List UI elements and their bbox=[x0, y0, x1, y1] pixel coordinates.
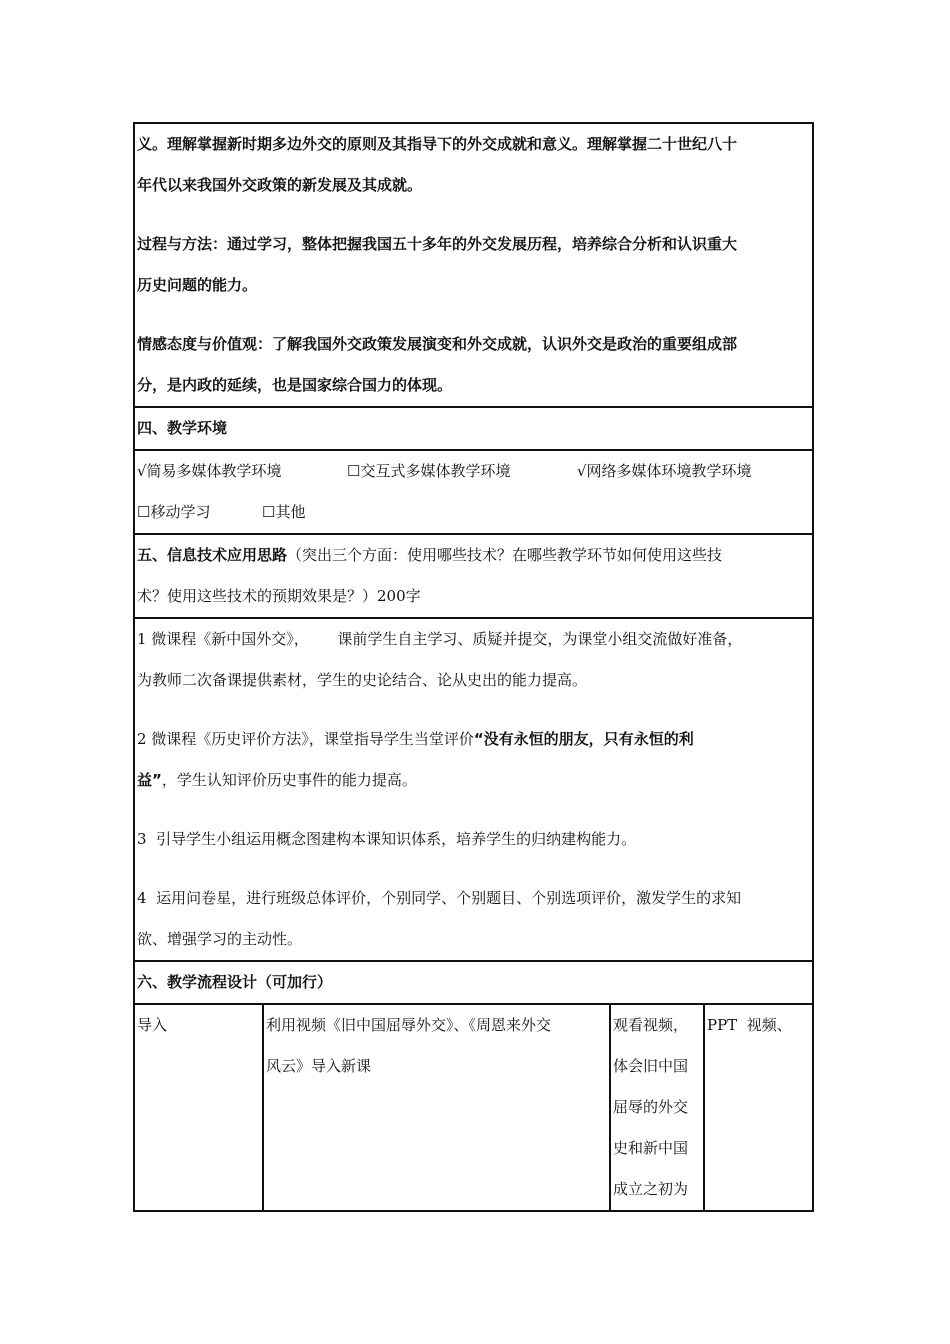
objectives-cell bbox=[134, 123, 813, 407]
flow-teacher-line: 利用视频《旧中国屈辱外交》、《周恩来外交 bbox=[266, 1016, 552, 1034]
it-item-2-quote-end: 益” bbox=[137, 771, 162, 789]
flow-teacher-line: 风云》导入新课 bbox=[266, 1057, 372, 1075]
lesson-plan-table bbox=[133, 122, 814, 1212]
env-option-simple-multimedia: √简易多媒体教学环境 bbox=[137, 462, 282, 480]
it-item-1-line: 为教师二次备课提供素材，学生的史论结合、论从史出的能力提高。 bbox=[137, 671, 588, 689]
it-item-2-quote: “没有永恒的朋友，只有永恒的利 bbox=[473, 730, 694, 748]
objectives-row bbox=[134, 123, 813, 407]
environment-options-cell bbox=[134, 450, 813, 534]
process-objective-line: 历史问题的能力。 bbox=[137, 276, 258, 294]
environment-heading: 四、教学环境 bbox=[134, 407, 813, 450]
flow-student-line: 体会旧中国 bbox=[613, 1057, 689, 1075]
it-heading-cell bbox=[134, 534, 813, 618]
env-option-network-multimedia: √网络多媒体环境教学环境 bbox=[577, 462, 752, 480]
env-option-other: ☐其他 bbox=[262, 503, 306, 521]
flow-resources-cell: PPT 视频、 bbox=[704, 1004, 813, 1211]
it-item-4-line: 4 运用问卷星，进行班级总体评价，个别同学、个别题目、个别选项评价，激发学生的求知 bbox=[137, 889, 742, 907]
flow-student-cell bbox=[610, 1004, 704, 1211]
flow-student-line: 屈辱的外交 bbox=[613, 1098, 689, 1116]
it-item-2-text-end: ，学生认知评价历史事件的能力提高。 bbox=[161, 771, 417, 789]
env-option-mobile-learning: ☐移动学习 bbox=[137, 503, 211, 521]
it-item-1-line: 1 微课程《新中国外交》， 课前学生自主学习、质疑并提交，为课堂小组交流做好准备， bbox=[137, 630, 743, 648]
emotion-objective-line: 情感态度与价值观：了解我国外交政策发展演变和外交成就，认识外交是政治的重要组成部 bbox=[137, 335, 738, 353]
it-item-3: 3 引导学生小组运用概念图建构本课知识体系，培养学生的归纳建构能力。 bbox=[137, 830, 637, 848]
flow-student-line: 观看视频， bbox=[613, 1016, 689, 1034]
env-option-interactive-multimedia: ☐交互式多媒体教学环境 bbox=[347, 462, 511, 480]
flow-row-intro bbox=[134, 1004, 813, 1211]
it-heading-row bbox=[134, 534, 813, 618]
it-items-cell bbox=[134, 618, 813, 961]
knowledge-objective-line: 年代以来我国外交政策的新发展及其成就。 bbox=[137, 176, 423, 194]
flow-student-line: 成立之初为 bbox=[613, 1180, 689, 1198]
it-item-2-text: 2 微课程《历史评价方法》，课堂指导学生当堂评价 bbox=[137, 730, 474, 748]
flow-heading: 六、教学流程设计（可加行） bbox=[134, 961, 813, 1004]
it-heading-note: （突出三个方面：使用哪些技术？在哪些教学环节如何使用这些技 bbox=[287, 546, 723, 564]
flow-heading-row bbox=[134, 961, 813, 1004]
it-heading-title: 五、信息技术应用思路 bbox=[137, 546, 288, 564]
knowledge-objective-line: 义。理解掌握新时期多边外交的原则及其指导下的外交成就和意义。理解掌握二十世纪八十 bbox=[137, 135, 738, 153]
process-objective-line: 过程与方法：通过学习，整体把握我国五十多年的外交发展历程，培养综合分析和认识重大 bbox=[137, 235, 738, 253]
environment-options-row bbox=[134, 450, 813, 534]
emotion-objective-line: 分，是内政的延续，也是国家综合国力的体现。 bbox=[137, 376, 453, 394]
it-heading-note-cont: 术？使用这些技术的预期效果是？）200字 bbox=[137, 587, 421, 605]
it-items-row bbox=[134, 618, 813, 961]
flow-student-line: 史和新中国 bbox=[613, 1139, 689, 1157]
it-item-4-line: 欲、增强学习的主动性。 bbox=[137, 930, 303, 948]
environment-heading-row bbox=[134, 407, 813, 450]
flow-stage-cell: 导入 bbox=[134, 1004, 263, 1211]
lesson-plan-document bbox=[133, 122, 812, 1212]
flow-teacher-cell bbox=[263, 1004, 610, 1211]
